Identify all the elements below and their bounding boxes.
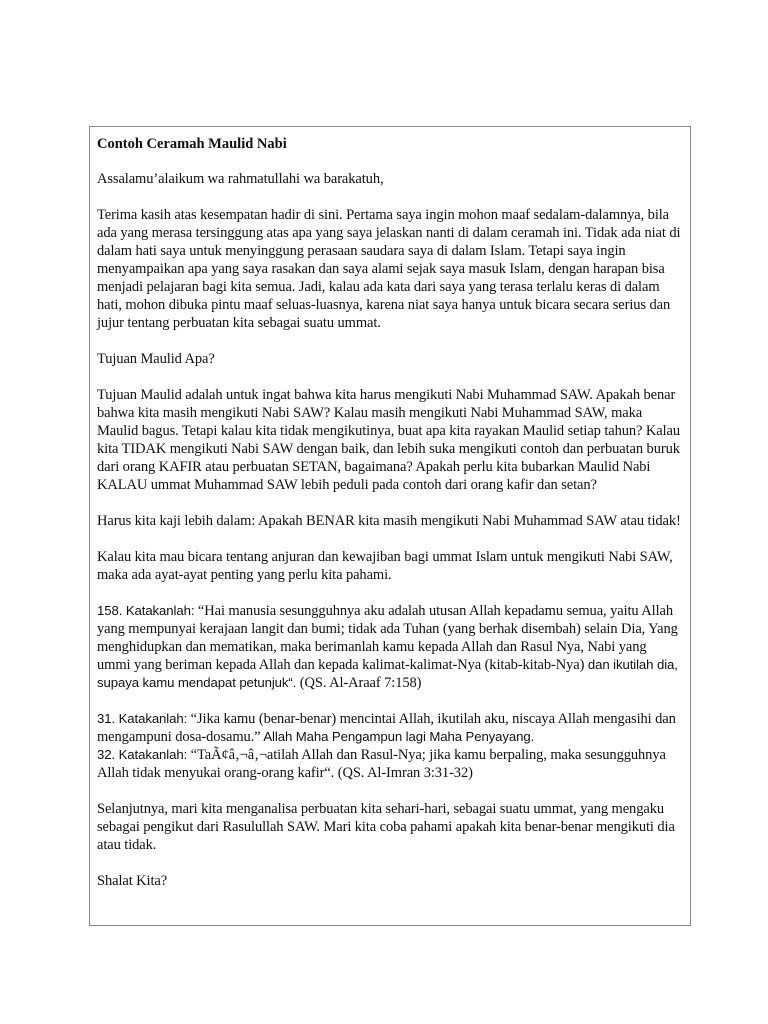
next-heading: Shalat Kita?	[97, 873, 168, 889]
verse-32-lead: 32. Katakanlah:	[97, 747, 188, 762]
verse-31-body: “Jika kamu (benar-benar) mencintai Allah, ikutilah aku, niscaya Allah mengasihi dan mengampuni dosa-dosamu.”	[97, 711, 676, 745]
verse-158-body: “Hai manusia sesungguhnya aku adalah utusan Allah kepadamu semua, yaitu Allah yang mempunyai kerajaan langit dan bumi; tidak ada Tuhan (yang berhak disembah) selain Dia, Yang menghidupkan dan mematikan, maka berimanlah kamu kepada Allah dan Rasul Nya, Nabi yang ummi yang beriman kepada Allah dan kepada kalimat-kalimat-Nya (kitab-kitab-Nya)	[97, 603, 678, 673]
verse-32-ref: (QS. Al-Imran 3:31-32)	[334, 765, 473, 781]
verse-32-body: “TaÃ¢â‚¬â‚¬atilah Allah dan Rasul-Nya; jika kamu berpaling, maka sesungguhnya Allah tidak menyukai orang-orang kafir“.	[97, 747, 666, 781]
verse-31-tail: Allah Maha Pengampun lagi Maha Penyayang.	[260, 729, 535, 744]
obligation-paragraph: Kalau kita mau bicara tentang anjuran dan kewajiban bagi ummat Islam untuk mengikuti Nabi SAW, maka ada ayat-ayat penting yang perlu kita pahami.	[97, 549, 673, 583]
verse-31-paragraph	[97, 710, 682, 746]
verse-158-lead: 158. Katakanlah:	[97, 603, 195, 618]
intro-paragraph: Terima kasih atas kesempatan hadir di sini. Pertama saya ingin mohon maaf sedalam-dalamnya, bila ada yang merasa tersinggung atas apa yang saya jelaskan nanti di dalam ceramah ini. Tidak ada niat di dalam hati saya untuk menyinggung perasaan saudara saya di dalam Islam. Tetapi saya ingin menyampaikan apa yang saya rasakan dan saya alami sejak saya masuk Islam, dengan harapan bisa menjadi pelajaran bagi kita semua. Jadi, kalau ada kata dari saya yang terasa terlalu keras di dalam hati, mohon dibuka pintu maaf seluas-luasnya, karena niat saya hanya untuk bicara secara serius dan jujur tentang perbuatan kita sebagai suatu ummat.	[97, 207, 681, 331]
verse-158-paragraph	[97, 602, 682, 692]
document-frame	[89, 126, 691, 926]
verse-32-paragraph	[97, 746, 682, 782]
document-title: Contoh Ceramah Maulid Nabi	[97, 136, 287, 152]
question-heading: Tujuan Maulid Apa?	[97, 351, 215, 367]
greeting-paragraph: Assalamu’alaikum wa rahmatullahi wa barakatuh,	[97, 171, 384, 187]
purpose-paragraph: Tujuan Maulid adalah untuk ingat bahwa kita harus mengikuti Nabi Muhammad SAW. Apakah benar bahwa kita masih mengikuti Nabi SAW? Kalau masih mengikuti Nabi Muhammad SAW, maka Maulid bagus. Tetapi kalau kita tidak mengikutinya, buat apa kita rayakan Maulid setiap tahun? Kalau kita TIDAK mengikuti Nabi SAW dengan baik, dan lebih suka mengikuti contoh dan perbuatan buruk dari orang KAFIR atau perbuatan SETAN, bagaimana? Apakah perlu kita bubarkan Maulid Nabi KALAU ummat Muhammad SAW lebih peduli pada contoh dari orang kafir dan setan?	[97, 387, 681, 493]
examine-paragraph: Harus kita kaji lebih dalam: Apakah BENAR kita masih mengikuti Nabi Muhammad SAW atau tidak!	[97, 513, 681, 529]
verse-31-lead: 31. Katakanlah:	[97, 711, 188, 726]
analysis-paragraph: Selanjutnya, mari kita menganalisa perbuatan kita sehari-hari, sebagai suatu ummat, yang mengaku sebagai pengikut dari Rasulullah SAW. Mari kita coba pahami apakah kita benar-benar mengikuti dia atau tidak.	[97, 801, 675, 853]
verse-158-ref: (QS. Al-Araaf 7:158)	[296, 675, 422, 691]
verse-158-tail: dan ikutilah dia, supaya kamu mendapat petunjuk“.	[97, 657, 678, 690]
